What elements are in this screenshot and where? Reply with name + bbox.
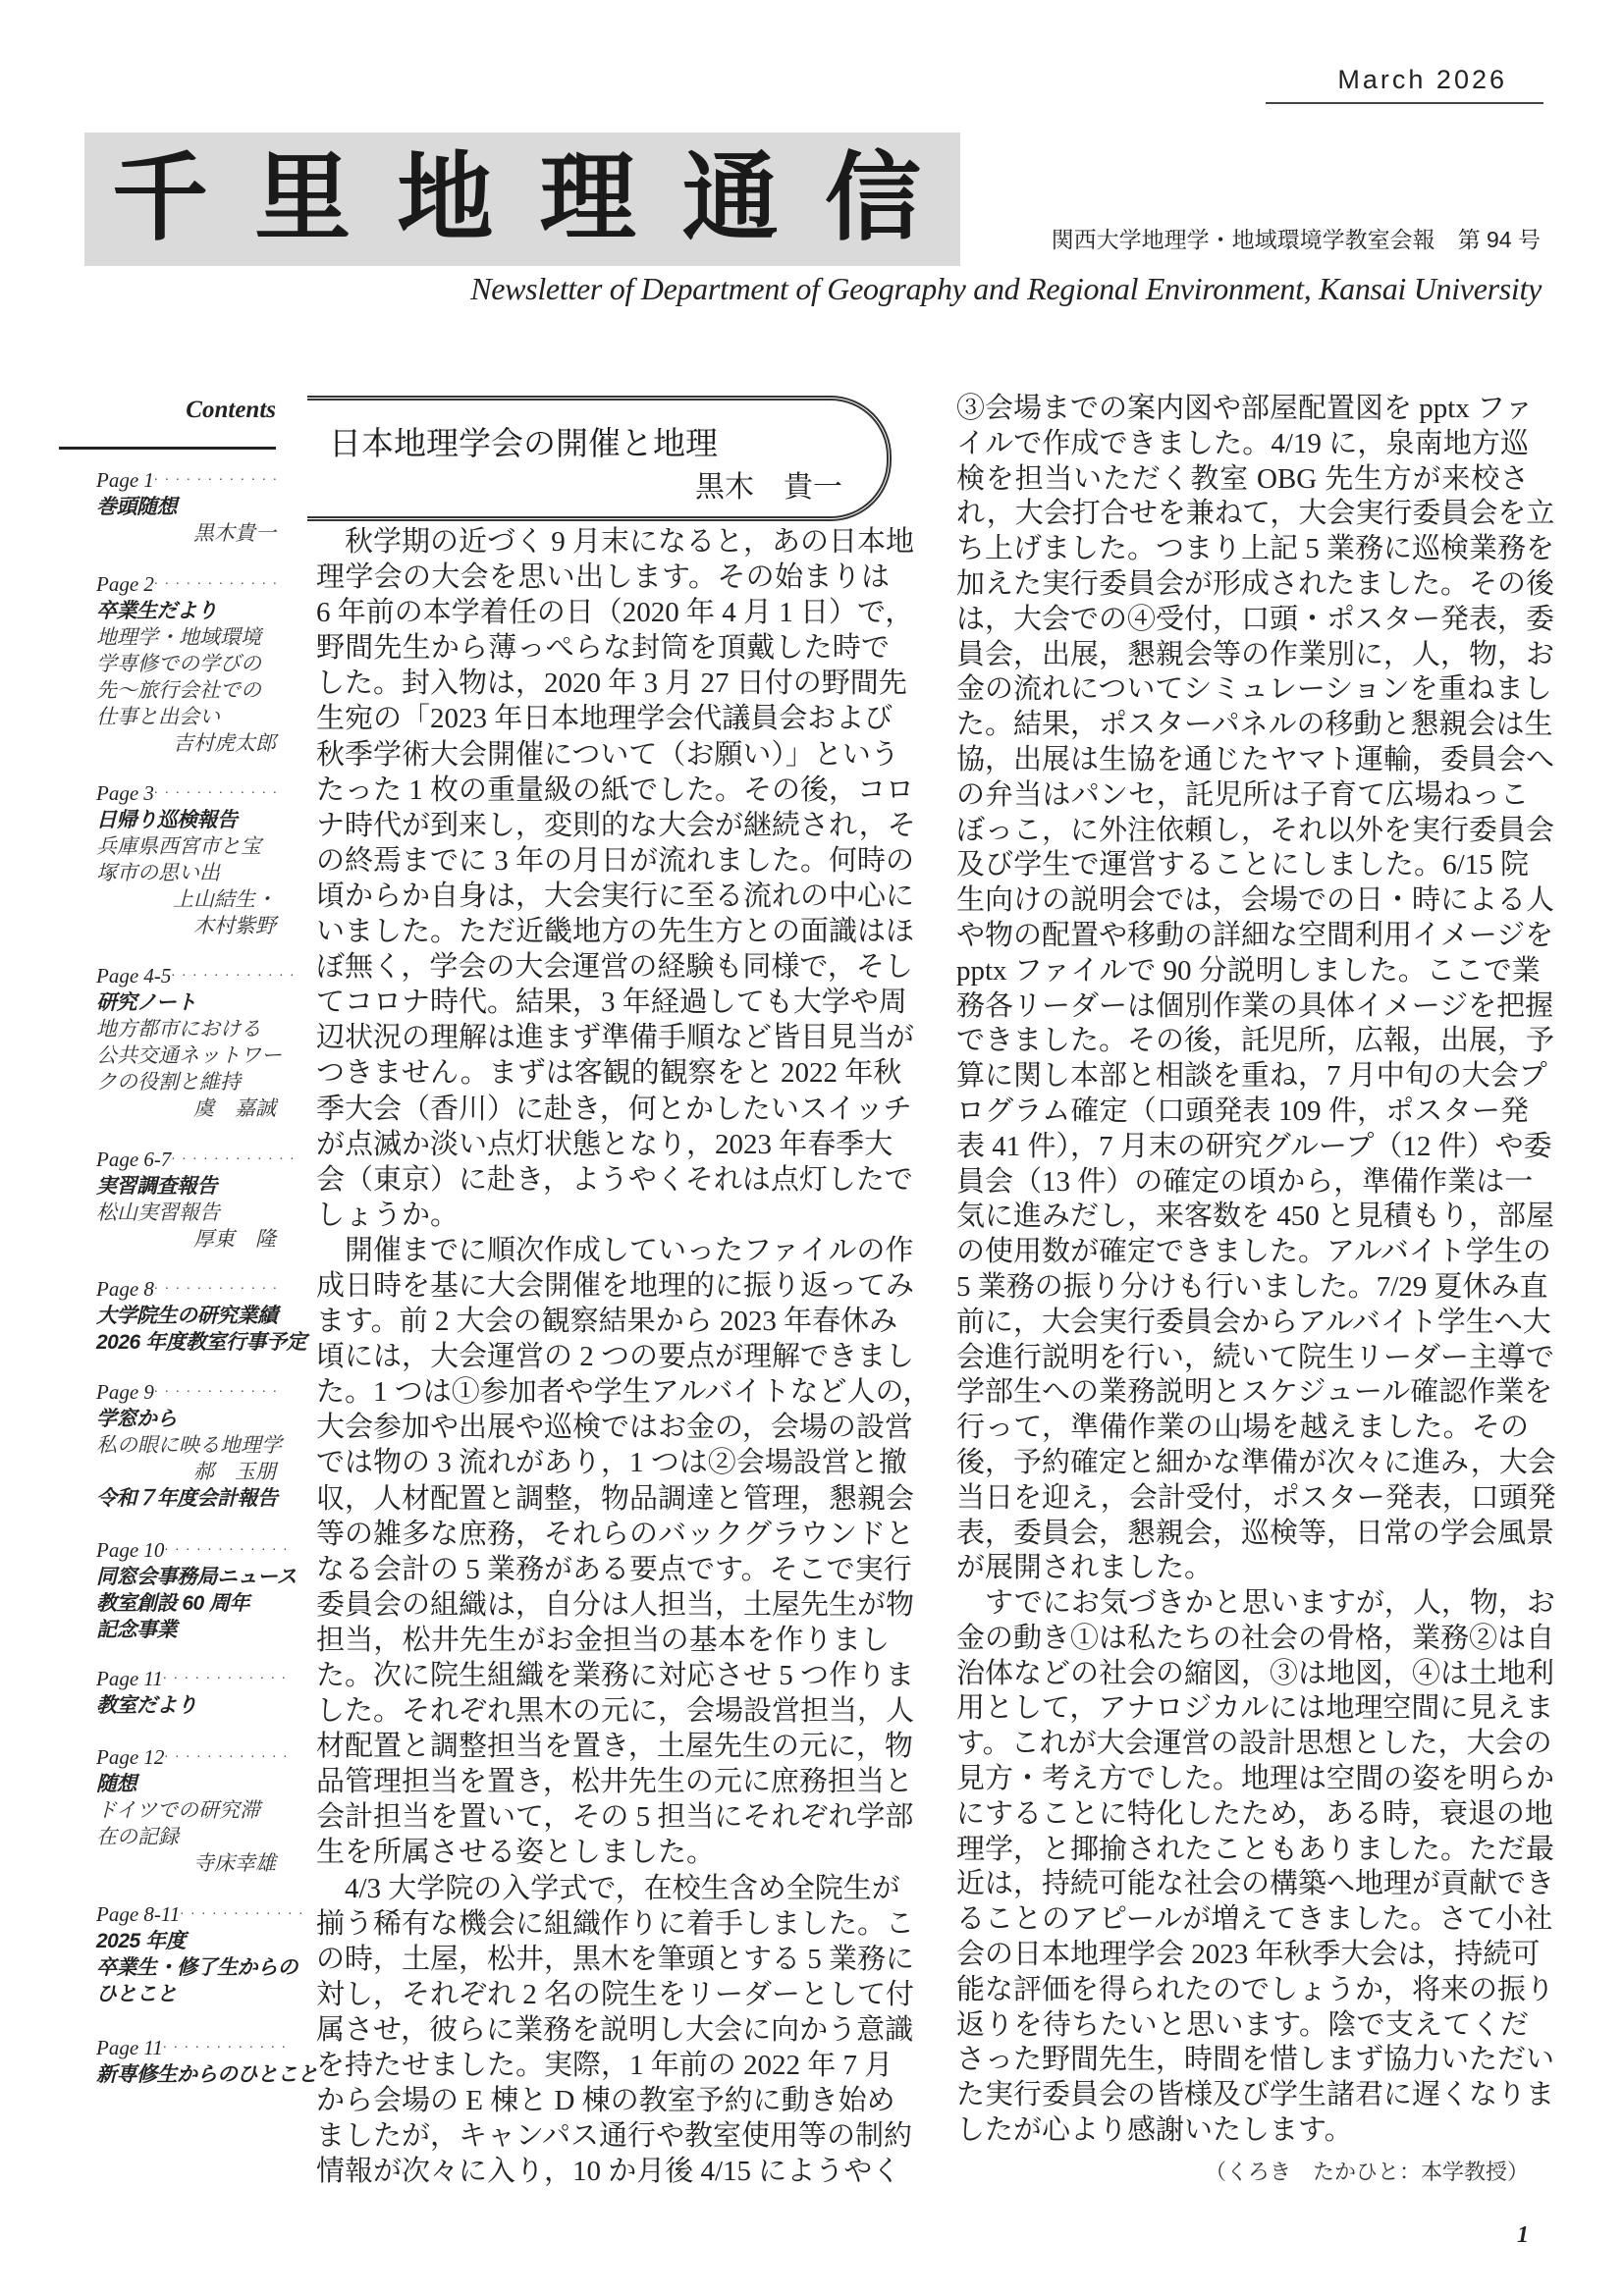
- text-line: や物の配置や移動の詳細な空間利用イメージを: [956, 919, 1554, 951]
- contents-author: 上山結生・: [173, 887, 276, 911]
- text-line: pptx ファイルで 90 分説明しました。ここで業: [956, 954, 1541, 987]
- text-line: 近は，持続可能な社会の構築へ地理が貢献でき: [956, 1868, 1555, 1900]
- text-line: の終焉までに 3 年の月日が流れました。何時の: [316, 844, 915, 877]
- contents-subtitle: 地方都市における: [96, 1018, 261, 1041]
- text-line: 算に関し本部と相談を重ね，7 月中旬の大会プ: [956, 1060, 1547, 1093]
- contents-title: 日帰り巡検報告: [96, 809, 238, 831]
- text-line: しょうか。: [316, 1199, 460, 1231]
- contents-subtitle: 松山実習報告: [96, 1201, 220, 1224]
- page-ref: Page 10: [96, 1538, 165, 1562]
- text-line: 生宛の「2023 年日本地理学会代議員会および: [316, 703, 893, 735]
- contents-entry: [96, 467, 279, 547]
- text-line: 委員会の組織は，自分は人担当，土屋先生が物: [316, 1588, 915, 1621]
- text-line: た。1 つは①参加者や学生アルバイトなど人の，: [316, 1376, 932, 1409]
- page-ref: Page 3: [96, 781, 154, 805]
- contents-title: 令和７年度会計報告: [96, 1487, 278, 1510]
- text-line: た実行委員会の皆様及び学生諸君に遅くなりま: [956, 2079, 1555, 2111]
- dot-leader: · · · · · · · · · · · ·: [153, 577, 279, 592]
- text-line: した。それぞれ黒木の元に，会場設営担当，人: [316, 1695, 915, 1728]
- contents-entry: [96, 2035, 318, 2088]
- text-line: 金の流れについてシミュレーションを重ねまし: [956, 673, 1552, 706]
- contents-page-label: [96, 467, 279, 494]
- text-line: から会場の E 棟と D 棟の教室予約に動き始め: [316, 2085, 895, 2117]
- contents-page-label: [96, 780, 279, 807]
- contents-entry: [96, 1901, 304, 2007]
- text-line: ③会場までの案内図や部屋配置図を pptx ファ: [956, 393, 1534, 424]
- text-line: 開催までに順次作成していったファイルの作: [316, 1234, 914, 1266]
- text-line: 及び学生で運営することにしました。6/15 院: [956, 849, 1529, 881]
- masthead-char: 地: [397, 141, 494, 254]
- page-ref: Page 4-5: [96, 964, 172, 988]
- contents-entry: [96, 571, 279, 757]
- text-line: の使用数が確定できました。アルバイト学生の: [956, 1236, 1551, 1268]
- text-line: の弁当はパンセ，託児所は子育て広場ねっこ: [956, 778, 1529, 811]
- contents-title: 卒業生だより: [96, 600, 217, 622]
- text-line: の時，土屋，松井，黒木を筆頭とする 5 業務に: [316, 1943, 915, 1975]
- text-line: 能な評価を得られたのでしょうか，将来の振り: [956, 1973, 1555, 2005]
- contents-title: 巻頭随想: [96, 496, 177, 518]
- contents-title: 研究ノート: [96, 991, 196, 1014]
- masthead-char: 通: [681, 141, 779, 254]
- text-line: 行って，準備作業の山場を越えました。その: [956, 1412, 1529, 1444]
- text-line: てコロナ時代。結果，3 年経過しても大学や周: [316, 987, 907, 1019]
- text-line: したが心より感謝いたします。: [956, 2114, 1353, 2147]
- page-ref: Page 11: [96, 2036, 163, 2059]
- text-line: 収，人材配置と調整，物品調達と管理，懇親会: [316, 1482, 915, 1515]
- contents-author: 厚東 隆: [193, 1227, 276, 1251]
- text-line: ぼ無く，学会の大会運営の経験も同様で，そし: [316, 951, 913, 984]
- contents-entry: [96, 780, 279, 939]
- text-line: ます。前 2 大会の観察結果から 2023 年春休み: [316, 1306, 898, 1338]
- text-line: では物の 3 流れがあり，1 つは②会場設営と撤: [316, 1447, 907, 1479]
- text-line: 属させ，彼らに業務を説明し大会に向かう意識: [316, 2013, 914, 2046]
- contents-page-label: [96, 1379, 279, 1406]
- contents-entry: [96, 1147, 296, 1253]
- contents-entry: [96, 1379, 282, 1512]
- dot-leader: · · · · · · · · · · · ·: [164, 1543, 289, 1558]
- dot-leader: · · · · · · · · · · · ·: [180, 1907, 304, 1922]
- contents-author: 寺床幸雄: [193, 1851, 276, 1875]
- contents-title: 随想: [96, 1773, 136, 1795]
- text-line: は，大会での④受付，口頭・ポスター発表，委: [956, 603, 1555, 635]
- text-line: 揃う稀有な機会に組織作りに着手しました。こ: [316, 1907, 915, 1940]
- contents-subtitle: 在の記録: [96, 1826, 179, 1848]
- contents-title: 教室だより: [96, 1694, 197, 1717]
- text-line: 5 業務の振り分けも行いました。7/29 夏休み直: [956, 1270, 1548, 1303]
- text-line: ち上げました。つまり上記 5 業務に巡検業務を: [956, 533, 1555, 565]
- author-signature: （くろき たかひと：本学教授）: [1204, 2160, 1529, 2184]
- text-line: 秋季学術大会開催について（お願い）」という: [316, 738, 899, 771]
- text-line: 用として，アナロジカルには地理空間に見えま: [956, 1692, 1554, 1725]
- contents-subtitle: 公共交通ネットワー: [96, 1044, 282, 1067]
- contents-author: 郝 玉朋: [193, 1460, 276, 1483]
- dot-leader: · · · · · · · · · · · ·: [164, 1750, 289, 1765]
- contents-subtitle: 仕事と出会い: [96, 706, 220, 728]
- contents-title: ひとこと: [96, 1983, 177, 2005]
- contents-title: 記念事業: [96, 1619, 177, 1641]
- text-line: さった野間先生，時間を惜しまず協力いただい: [956, 2044, 1555, 2076]
- contents-author: 木村紫野: [193, 914, 276, 937]
- contents-title: 教室創設 60 周年: [96, 1592, 250, 1615]
- text-line: 表 41 件），7 月末の研究グループ（12 件）や委: [956, 1130, 1552, 1162]
- contents-subtitle: 学専修での学びの: [96, 653, 261, 675]
- text-line: ましたが，キャンパス通行や教室使用等の制約: [316, 2120, 912, 2153]
- contents-page-label: [96, 571, 279, 598]
- text-line: イルで作成できました。4/19 に，泉南地方巡: [956, 427, 1529, 459]
- text-line: 材配置と調整担当を置き，土屋先生の元に，物: [316, 1731, 913, 1763]
- text-line: 品管理担当を置き，松井先生の元に庶務担当と: [316, 1766, 913, 1798]
- text-line: 対し，それぞれ 2 名の院生をリーダーとして付: [316, 1978, 915, 2010]
- page-ref: Page 12: [96, 1745, 165, 1769]
- contents-entry: [96, 1276, 307, 1356]
- contents-title: 新専修生からのひとこと: [96, 2063, 318, 2086]
- contents-title: 2026 年度教室行事予定: [96, 1331, 307, 1354]
- text-line: 生向けの説明会では，会場での日・時による人: [956, 884, 1555, 917]
- text-line: 加えた実行委員会が形成されたました。その後: [956, 567, 1555, 600]
- text-line: なる会計の 5 業務がある要点です。そこで実行: [316, 1553, 912, 1585]
- date-underline: [1266, 102, 1543, 104]
- contents-entry: [96, 1537, 297, 1643]
- text-line: 等の雑多な庶務，それらのバックグラウンドと: [316, 1518, 915, 1550]
- masthead-char: 里: [254, 141, 352, 254]
- text-line: 員会，出展，懇親会等の作業別に，人，物，お: [956, 638, 1555, 670]
- text-line: ログラム確定（口頭発表 109 件，ポスター発: [956, 1095, 1529, 1127]
- text-line: できました。その後，託児所，広報，出展，予: [956, 1025, 1555, 1057]
- masthead: [84, 133, 960, 266]
- text-line: ぼっこ，に外注依頼し，それ以外を実行委員会: [956, 814, 1555, 846]
- contents-subtitle: 先～旅行会社での: [96, 679, 261, 702]
- contents-subtitle: ドイツでの研究滞: [96, 1799, 260, 1822]
- text-line: 6 年前の本学着任の日（2020 年 4 月 1 日）で，: [316, 597, 914, 629]
- text-line: 辺状況の理解は進まず準備手順など皆目見当が: [316, 1022, 915, 1054]
- dot-leader: · · · · · · · · · · · ·: [153, 1282, 279, 1297]
- text-line: 4/3 大学院の入学式で，在校生含め全院生が: [316, 1872, 900, 1904]
- contents-author: 虞 嘉誠: [193, 1096, 276, 1120]
- text-line: を持たせました。実際，1 年前の 2022 年 7 月: [316, 2050, 893, 2082]
- text-line: いました。ただ近畿地方の先生方との面識はほ: [316, 916, 915, 948]
- text-line: が展開されました。: [956, 1552, 1214, 1584]
- contents-page-label: [96, 2035, 288, 2061]
- contents-subtitle: 兵庫県西宮市と宝: [96, 835, 261, 858]
- page-ref: Page 8-11: [96, 1902, 181, 1926]
- issue-date: March 2026: [1337, 65, 1507, 94]
- contents-subtitle: クの役割と維持: [96, 1071, 241, 1094]
- text-line: 金の動き①は私たちの社会の骨格，業務②は自: [956, 1622, 1555, 1654]
- contents-page-label: [96, 1537, 289, 1564]
- page-ref: Page 11: [96, 1667, 163, 1690]
- text-line: 頃には，大会運営の 2 つの要点が理解できまし: [316, 1341, 915, 1373]
- text-line: ることのアピールが増えてきました。さて小社: [956, 1903, 1553, 1936]
- masthead-char: 千: [112, 141, 209, 254]
- english-title: Newsletter of Department of Geography and Regional Environment, Kansai University: [470, 271, 1542, 306]
- contents-divider: [59, 447, 276, 450]
- contents-page-label: [96, 1276, 279, 1303]
- page-ref: Page 1: [96, 468, 154, 492]
- page-ref: Page 9: [96, 1380, 154, 1404]
- text-line: にすることに特化したため，ある時，衰退の地: [956, 1797, 1553, 1830]
- contents-page-label: [96, 1901, 304, 1928]
- text-line: 季大会（香川）に赴き，何とかしたいスイッチ: [316, 1093, 912, 1125]
- contents-entry: [96, 1744, 289, 1877]
- text-line: 会の日本地理学会 2023 年秋季大会は，持続可: [956, 1939, 1541, 1971]
- text-line: 気に進みだし，来客数を 450 と見積もり，部屋: [956, 1201, 1555, 1233]
- text-line: した。封入物は，2020 年 3 月 27 日付の野間先: [316, 667, 907, 700]
- masthead-char: 信: [824, 141, 921, 254]
- contents-heading: Contents: [186, 397, 276, 423]
- contents-page-label: [96, 963, 296, 989]
- text-line: 理学会の大会を思い出します。その始まりは: [316, 561, 890, 594]
- contents-page-label: [96, 1666, 288, 1692]
- text-line: 前に，大会実行委員会からアルバイト学生へ大: [956, 1306, 1551, 1338]
- dot-leader: · · · · · · · · · · · ·: [153, 473, 279, 488]
- contents-entry: [96, 963, 296, 1122]
- article-column-1: [316, 524, 932, 2189]
- contents-page-label: [96, 1744, 289, 1771]
- contents-page-label: [96, 1147, 296, 1173]
- masthead-char: 理: [539, 141, 636, 254]
- text-line: 頃からか自身は，大会実行に至る流れの中心に: [316, 880, 915, 912]
- text-line: 会（東京）に赴き，ようやくそれは点灯したで: [316, 1163, 913, 1196]
- article-author: 黒木 貴一: [695, 471, 842, 504]
- contents-title: 学窓から: [96, 1408, 177, 1430]
- page-ref: Page 8: [96, 1277, 154, 1301]
- page-number: 1: [1517, 2222, 1529, 2248]
- contents-entry: [96, 1666, 288, 1719]
- contents-subtitle: 地理学・地域環境: [96, 626, 261, 649]
- contents-title: 卒業生・修了生からの: [96, 1956, 298, 1979]
- text-line: すでにお気づきかと思いますが，人，物，お: [956, 1587, 1555, 1620]
- text-line: 生を所属させる姿としました。: [316, 1837, 716, 1869]
- text-line: 治体などの社会の縮図，③は地図，④は土地利: [956, 1657, 1555, 1689]
- text-line: 当日を迎え，会計受付，ポスター発表，口頭発: [956, 1481, 1556, 1514]
- text-line: す。これが大会運営の設計思想とした，大会の: [956, 1728, 1552, 1760]
- page-ref: Page 6-7: [96, 1148, 172, 1171]
- dot-leader: · · · · · · · · · · · ·: [162, 2041, 288, 2056]
- text-line: が点滅か淡い点灯状態となり，2023 年春季大: [316, 1128, 893, 1160]
- issue-line: 関西大学地理学・地域環境学教室会報 第 94 号: [1051, 227, 1541, 252]
- article-title: 日本地理学会の開催と地理: [329, 425, 718, 461]
- text-line: ナ時代が到来し，変則的な大会が継続され，そ: [316, 809, 916, 841]
- dot-leader: · · · · · · · · · · · ·: [171, 1152, 296, 1167]
- text-line: れ，大会打合せを兼ねて，大会実行委員会を立: [956, 498, 1555, 530]
- masthead-title: [112, 140, 921, 256]
- text-line: 員会（13 件）の確定の頃から，準備作業は一: [956, 1165, 1534, 1198]
- text-line: 野間先生から薄っぺらな封筒を頂戴した時で: [316, 632, 890, 665]
- text-line: 会計担当を置いて，その 5 担当にそれぞれ学部: [316, 1801, 914, 1834]
- contents-subtitle: 塚市の思い出: [96, 862, 220, 884]
- contents-title: 2025 年度: [96, 1930, 187, 1952]
- article-column-2: [956, 392, 1556, 2149]
- text-line: たった 1 枚の重量級の紙でした。その後，コロ: [316, 774, 915, 806]
- contents-author: 黒木貴一: [193, 521, 276, 545]
- text-line: た。次に院生組織を業務に対応させ 5 つ作りま: [316, 1660, 915, 1691]
- text-line: 検を担当いただく教室 OBG 先生方が来校さ: [956, 462, 1529, 495]
- dot-leader: · · · · · · · · · · · ·: [153, 786, 279, 801]
- contents-title: 同窓会事務局ニュース: [96, 1566, 297, 1588]
- text-line: 秋学期の近づく 9 月末になると，あの日本地: [316, 526, 915, 558]
- text-line: 担当，松井先生がお金担当の基本を作りまし: [316, 1624, 890, 1656]
- dot-leader: · · · · · · · · · · · ·: [171, 969, 296, 984]
- dot-leader: · · · · · · · · · · · ·: [153, 1385, 279, 1400]
- text-line: 会進行説明を行い，続いて院生リーダー主導で: [956, 1341, 1555, 1373]
- text-line: 成日時を基に大会開催を地理的に振り返ってみ: [316, 1269, 915, 1302]
- text-line: 大会参加や出展や巡検ではお金の，会場の設営: [316, 1412, 913, 1444]
- article-heading-box: [307, 396, 892, 521]
- contents-title: 実習調査報告: [96, 1175, 217, 1198]
- text-line: 理学，と揶揄されたこともありました。ただ最: [956, 1833, 1555, 1865]
- contents-title: 大学院生の研究業績: [96, 1305, 278, 1327]
- text-line: 協，出展は生協を通じたヤマト運輸，委員会へ: [956, 743, 1555, 775]
- text-line: た。結果，ポスターパネルの移動と懇親会は生: [956, 709, 1553, 741]
- contents-author: 吉村虎太郎: [173, 731, 276, 755]
- text-line: 返りを待ちたいと思います。陰で支えてくだ: [956, 2008, 1529, 2041]
- text-line: 表，委員会，懇親会，巡検等，日常の学会風景: [956, 1517, 1555, 1549]
- text-line: つきません。まずは客観的観察をと 2022 年秋: [316, 1057, 902, 1090]
- text-line: 学部生への業務説明とスケジュール確認作業を: [956, 1376, 1553, 1409]
- contents-subtitle: 私の眼に映る地理学: [96, 1434, 282, 1457]
- text-line: 見方・考え方でした。地理は空間の姿を明らか: [956, 1763, 1555, 1795]
- text-line: 後，予約確定と細かな準備が次々に進み，大会: [956, 1446, 1556, 1478]
- page-ref: Page 2: [96, 572, 154, 596]
- text-line: 情報が次々に入り，10 か月後 4/15 にようやく: [316, 2156, 901, 2188]
- text-line: 務各リーダーは個別作業の具体イメージを把握: [956, 989, 1554, 1022]
- dot-leader: · · · · · · · · · · · ·: [162, 1672, 288, 1686]
